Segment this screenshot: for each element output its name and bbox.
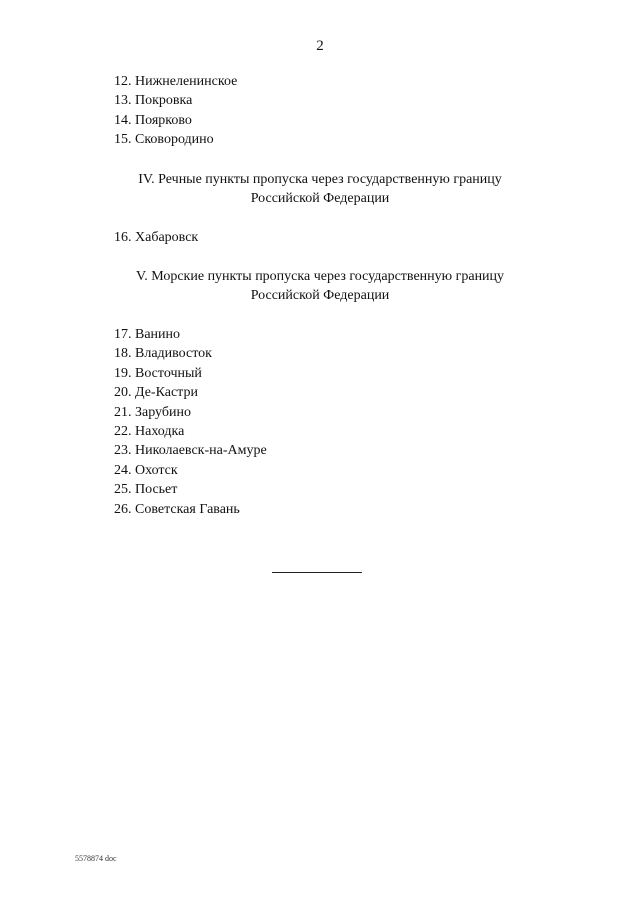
document-code: 5578874 doc [75,854,117,863]
list-item: 14. Поярково [114,112,192,128]
checkpoint-list-sea [114,325,267,519]
section-heading-sea [0,267,640,306]
section-heading-river [0,170,640,209]
list-item: 23. Николаевск-на-Амуре [114,443,267,459]
list-item: 16. Хабаровск [114,230,199,245]
list-item: 25. Посьет [114,482,178,498]
checkpoint-list-land [114,72,237,150]
list-item: 12. Нижнеленинское [114,74,238,89]
end-of-document-rule [272,572,362,573]
list-item: 20. Де-Кастри [114,385,198,401]
list-item: 22. Находка [114,424,185,440]
checkpoint-list-river [114,228,198,247]
list-item: 17. Ванино [114,327,181,342]
page-number: 2 [316,38,324,54]
list-item: 21. Зарубино [114,404,191,420]
list-item: 13. Покровка [114,93,193,109]
list-item: 15. Сковородино [114,132,214,148]
section-heading-line: Российской Федерации [250,288,390,304]
list-item: 19. Восточный [114,365,202,381]
list-item: 24. Охотск [114,462,178,478]
list-item: 26. Советская Гавань [114,501,240,517]
section-heading-line: V. Морские пункты пропуска через государственную границу [135,269,505,284]
section-heading-line: IV. Речные пункты пропуска через государственную границу [138,172,502,187]
section-heading-line: Российской Федерации [250,191,390,207]
list-item: 18. Владивосток [114,346,212,362]
